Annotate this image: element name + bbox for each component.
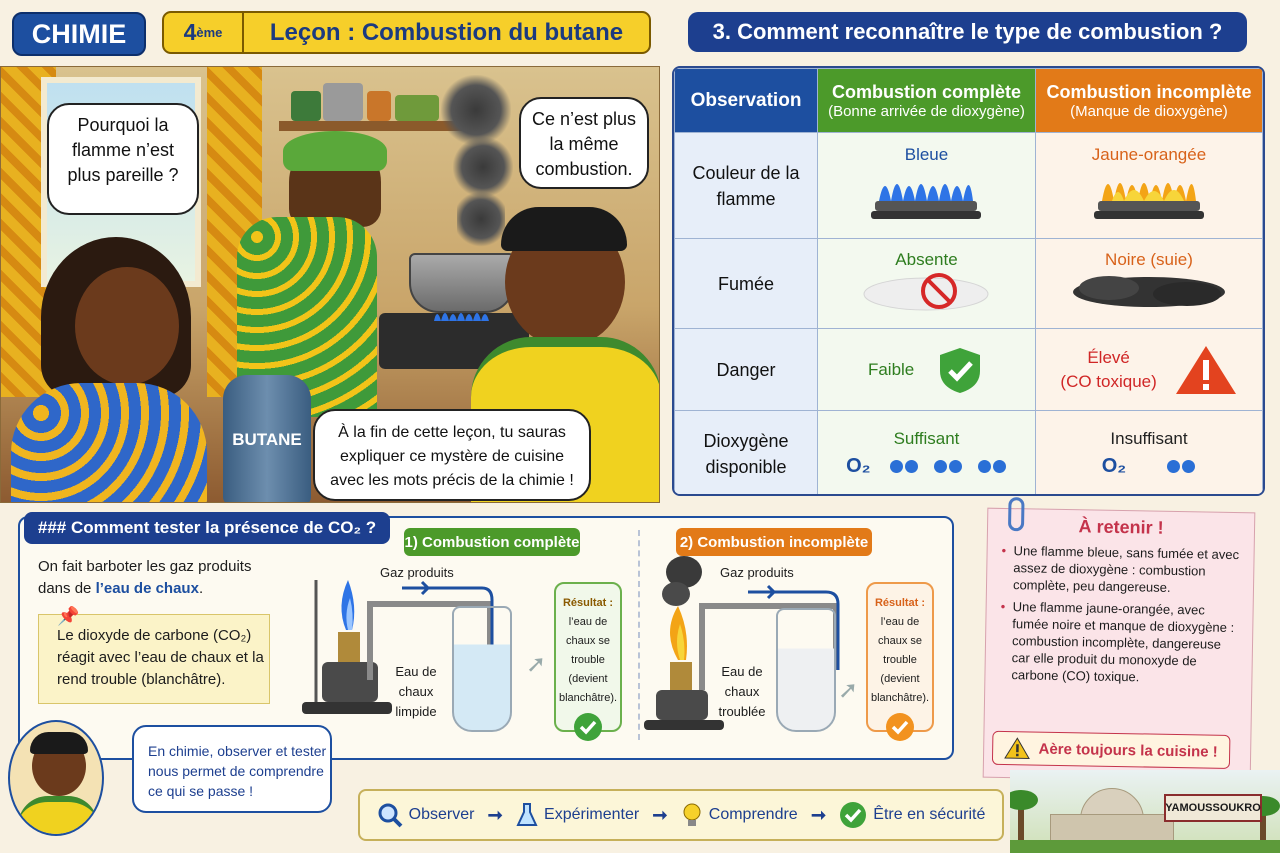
exp1-water-label: Eau de chaux limpide xyxy=(395,664,437,719)
cell-flame-incomplete xyxy=(1035,133,1262,239)
smoke-incomplete-text: Noire (suie) xyxy=(1105,250,1193,269)
mother-headscarf xyxy=(283,131,387,171)
smoke-complete-text: Absente xyxy=(895,250,958,269)
table-row xyxy=(675,411,1263,497)
remember-title: À retenir ! xyxy=(1078,516,1164,538)
o2-label: O₂ xyxy=(1101,455,1127,477)
kitchen-illustration xyxy=(0,66,660,503)
cell-smoke-incomplete xyxy=(1035,239,1262,329)
co2-intro-line2: dans de xyxy=(38,580,92,597)
danger-complete-text: Faible xyxy=(867,359,915,379)
arrow-right-icon: ➞ xyxy=(810,804,827,825)
exp2-gas-label: Gaz produits xyxy=(720,565,794,580)
boy-speech-bubble: En chimie, observer et tester nous permet de comprendre ce qui se passe ! xyxy=(132,725,332,813)
row-label-smoke: Fumée xyxy=(675,239,818,329)
warning-icon xyxy=(1004,737,1030,759)
exp2-result xyxy=(866,582,934,732)
cell-flame-complete xyxy=(818,133,1036,239)
cooking-pot xyxy=(409,253,515,313)
jar xyxy=(367,91,391,121)
step-experiment xyxy=(516,802,639,828)
oxygen-complete-text: Suffisant xyxy=(893,429,960,448)
warning-triangle-icon xyxy=(1174,342,1238,398)
subject-badge xyxy=(12,12,146,56)
grade-number: 4 xyxy=(183,19,197,45)
grade-suffix: ème xyxy=(196,25,223,40)
arrow-right-icon: ➞ xyxy=(487,804,503,825)
co2-test-title: ### Comment tester la présence de CO₂ ? xyxy=(24,512,390,544)
col-header-observation: Observation xyxy=(675,69,818,133)
ventilation-warning-text: Aère toujours la cuisine ! xyxy=(1038,740,1218,761)
exp1-result-title: Résultat : xyxy=(562,597,614,609)
remember-item: • Une flamme bleue, sans fumée et avec assez de dioxygène : combustion complète, peu dangereuse. xyxy=(1013,542,1244,597)
remember-list xyxy=(985,542,1253,688)
shield-check-icon xyxy=(935,345,985,395)
girl-face xyxy=(75,267,179,385)
row-label-flame: Couleur de la flamme xyxy=(675,133,818,239)
bowl xyxy=(395,95,439,121)
pin-icon: 📌 xyxy=(57,606,80,626)
step-safety xyxy=(839,801,985,829)
check-icon xyxy=(885,712,915,742)
exp2-tag: 2) Combustion incomplète xyxy=(676,528,872,556)
boy-avatar xyxy=(8,720,104,836)
boy-hair xyxy=(501,207,627,251)
incomplete-subtitle: (Manque de dioxygène) xyxy=(1070,102,1228,120)
pot-shelf xyxy=(323,83,363,121)
blue-burner-icon xyxy=(871,165,981,221)
col-header-incomplete xyxy=(1035,69,1262,133)
lightbulb-icon xyxy=(681,801,703,829)
col-header-complete xyxy=(818,69,1036,133)
palm-leaves xyxy=(1010,790,1038,810)
magnifier-icon xyxy=(377,802,403,828)
table-row xyxy=(675,133,1263,239)
step-label: Observer xyxy=(408,806,475,823)
row-label-danger: Danger xyxy=(675,329,818,411)
paperclip-icon xyxy=(1008,497,1025,531)
table-row xyxy=(675,239,1263,329)
method-steps xyxy=(358,789,1004,841)
smoke xyxy=(453,137,513,197)
co2-intro xyxy=(38,556,278,600)
flame-color-complete: Bleue xyxy=(904,145,949,164)
cell-oxygen-incomplete xyxy=(1035,411,1262,497)
limewater-flask-clear xyxy=(452,606,512,732)
co2-note-text: Le dioxyde de carbone (CO₂) réagit avec l’eau de chaux et la rend trouble (blanchâtre). xyxy=(57,627,264,688)
exp2-result-title: Résultat : xyxy=(874,597,926,609)
exp1-result xyxy=(554,582,622,732)
grass xyxy=(1010,840,1280,853)
cell-smoke-complete xyxy=(818,239,1036,329)
step-label: Être en sécurité xyxy=(873,806,986,823)
arrow-icon: ➚ xyxy=(838,677,859,704)
exp1-gas-label: Gaz produits xyxy=(380,565,454,580)
co2-note xyxy=(38,606,270,704)
remember-card xyxy=(983,508,1256,783)
no-smoke-icon xyxy=(861,270,991,312)
ventilation-warning xyxy=(992,731,1231,769)
step-label: Comprendre xyxy=(708,806,798,823)
co2-intro-end: . xyxy=(198,580,204,597)
boy-avatar-hair xyxy=(30,732,88,754)
lesson-banner xyxy=(162,11,651,54)
oxygen-molecules-few xyxy=(1036,455,1262,478)
exp1-result-text: l’eau de chaux se trouble (devient blanchâtre). xyxy=(558,616,618,704)
exp2-water-label: Eau de chaux troublée xyxy=(718,664,766,719)
speech-bubble-lesson: À la fin de cette leçon, tu sauras expliquer ce mystère de cuisine avec les mots précis de la chimie ! xyxy=(313,409,591,501)
flame-color-incomplete: Jaune-orangée xyxy=(1091,145,1207,164)
cell-danger-incomplete xyxy=(1035,329,1262,411)
o2-label: O₂ xyxy=(846,455,871,477)
speech-bubble-boy: Ce n’est plus la même combustion. xyxy=(519,97,649,189)
limewater-term: l’eau de chaux xyxy=(95,580,199,597)
cell-oxygen-complete xyxy=(818,411,1036,497)
lesson-title: Leçon : Combustion du butane xyxy=(269,18,624,46)
row-label-oxygen: Dioxygène disponible xyxy=(675,411,818,497)
check-circle-icon xyxy=(839,801,867,829)
co2-intro-line1: On fait barboter les gaz produits xyxy=(38,558,252,575)
exp2-result-text: l’eau de chaux se trouble (devient blanchâtre). xyxy=(870,616,930,704)
black-smoke-icon xyxy=(1069,270,1229,312)
table-row xyxy=(675,329,1263,411)
city-sign: YAMOUSSOUKRO xyxy=(1164,794,1262,822)
smoke xyxy=(441,75,511,145)
step-understand xyxy=(681,801,798,829)
cell-danger-complete xyxy=(818,329,1036,411)
grade-badge xyxy=(164,13,244,52)
complete-subtitle: (Bonne arrivée de dioxygène) xyxy=(828,102,1025,120)
check-icon xyxy=(573,712,603,742)
jar xyxy=(291,91,321,121)
tank-label: BUTANE xyxy=(232,430,302,449)
flask-icon xyxy=(516,802,538,828)
danger-incomplete-text: Élevé (CO toxique) xyxy=(1060,347,1157,391)
section3-title: 3. Comment reconnaître le type de combustion ? xyxy=(688,12,1247,52)
arrow-icon: ➚ xyxy=(526,651,547,678)
boy-avatar-shirt xyxy=(18,796,98,836)
girl-dress xyxy=(11,383,207,503)
arrow-right-icon: ➞ xyxy=(652,804,668,825)
oxygen-incomplete-text: Insuffisant xyxy=(1110,429,1188,448)
smoke xyxy=(457,189,505,249)
remember-item: • Une flamme jaune-orangée, avec fumée noire et manque de dioxygène : combustion incomplète, dangereuse car elle produit du monoxyde de carbone (CO) toxique. xyxy=(1011,598,1242,687)
oxygen-molecules-many xyxy=(818,455,1035,478)
speech-bubble-girl: Pourquoi la flamme n’est plus pareille ? xyxy=(47,103,199,215)
yellow-burner-icon xyxy=(1094,165,1204,221)
subject-label: CHIMIE xyxy=(31,18,127,49)
combustion-table xyxy=(672,66,1265,496)
butane-tank xyxy=(223,375,311,503)
exp1-tag: 1) Combustion complète xyxy=(404,528,580,556)
step-observe xyxy=(377,802,475,828)
complete-title: Combustion complète xyxy=(831,81,1021,102)
step-label: Expérimenter xyxy=(544,806,640,823)
incomplete-title: Combustion incomplète xyxy=(1046,81,1252,102)
limewater-flask-cloudy xyxy=(776,608,836,732)
